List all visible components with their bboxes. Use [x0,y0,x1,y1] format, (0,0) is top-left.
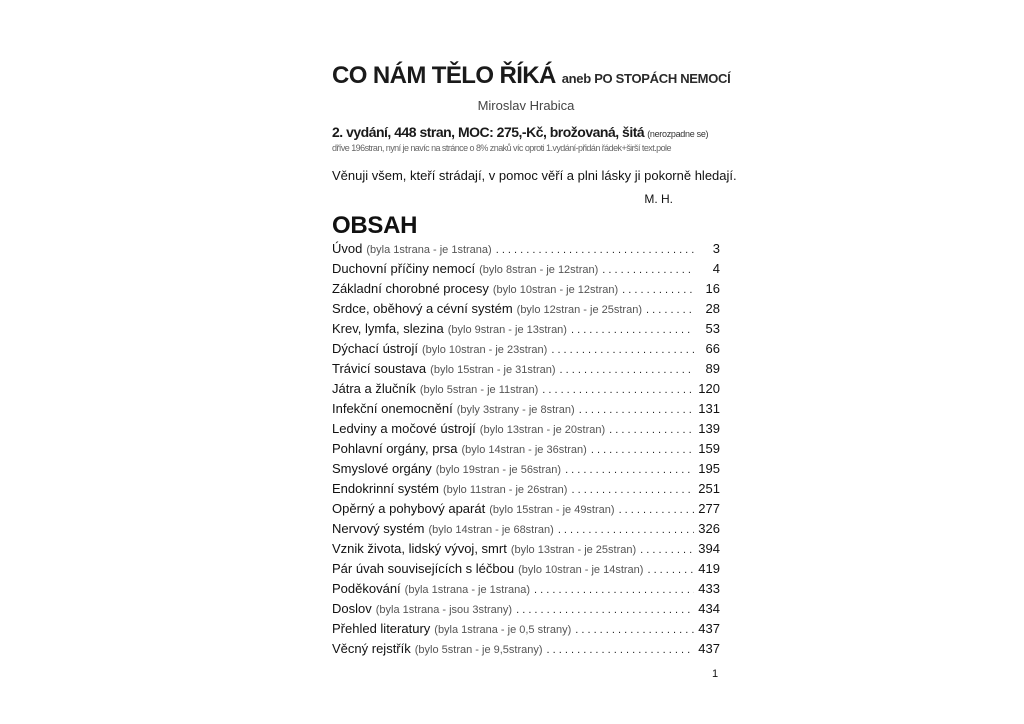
toc-entry-page: 433 [698,581,720,596]
toc-entry-page: 326 [698,521,720,536]
toc-entry-note: (bylo 10stran - je 14stran) [518,564,644,576]
toc-entry [332,641,720,661]
toc-leader-dots [496,244,694,256]
toc-entry-title: Věcný rejstřík [332,641,411,656]
toc-entry-title: Základní chorobné procesy [332,281,489,296]
toc-entry-note: (bylo 13stran - je 25stran) [510,544,637,556]
toc-entry-page: 394 [698,541,720,556]
toc-entry-page: 159 [698,441,720,456]
title-line [332,62,731,90]
toc-entry [332,301,720,321]
toc-entry-title: Poděkování [332,581,401,596]
toc-leader-dots [551,344,694,356]
toc-entry-note: (bylo 10stran - je 23stran) [421,344,548,356]
toc-entry-page: 3 [712,241,720,256]
toc-leader-dots [516,604,694,616]
toc-entry-title: Dýchací ústrojí [332,341,418,356]
toc-entry-note: (bylo 14stran - je 68stran) [428,524,554,536]
toc-entry-page: 28 [705,301,720,316]
toc-entry-note: (bylo 14stran - je 36stran) [461,444,587,456]
toc-entry-title: Infekční onemocnění [332,401,453,416]
toc-entry [332,381,720,401]
toc-entry-page: 16 [705,281,720,296]
toc-leader-dots [622,284,694,296]
toc-entry-title: Játra a žlučník [332,381,416,396]
toc-leader-dots [542,384,694,396]
toc-entry-note: (bylo 5stran - je 9,5strany) [414,644,543,656]
toc-entry-page: 53 [705,321,720,336]
page-number: 1 [712,668,719,680]
toc-entry [332,521,720,541]
toc-entry-page: 419 [698,561,720,576]
toc-leader-dots [646,304,694,316]
toc-entry [332,461,720,481]
edition-line [332,124,720,140]
toc-entry-note: (bylo 15stran - je 49stran) [489,504,615,516]
toc-entry [332,281,720,301]
toc-entry-title: Ledviny a močové ústrojí [332,421,476,436]
toc-entry [332,261,720,281]
toc-entry [332,241,720,261]
toc-entry-title: Vznik života, lidský vývoj, smrt [332,541,507,556]
toc-entry-note: (bylo 5stran - je 11stran) [419,384,539,396]
toc-leader-dots [547,644,694,656]
toc-leader-dots [558,524,694,536]
edition-info: 2. vydání, 448 stran, MOC: 275,-Kč, brožovaná, šitá [332,124,645,140]
toc-leader-dots [619,504,694,516]
toc-entry-note: (bylo 12stran - je 25stran) [516,304,642,316]
toc-entry-page: 434 [698,601,720,616]
toc-leader-dots [571,324,694,336]
dedication: Věnuji všem, kteří strádají, v pomoc věří a plni lásky ji pokorně hledají. [332,168,737,183]
toc-leader-dots [579,404,694,416]
book-title: CO NÁM TĚLO ŘÍKÁ [332,62,556,89]
toc-entry-page: 89 [705,361,720,376]
table-of-contents [332,241,720,661]
author-name: Miroslav Hrabica [477,98,575,113]
toc-entry-note: (bylo 11stran - je 26stran) [442,484,568,496]
toc-entry [332,541,720,561]
toc-entry-page: 120 [698,381,720,396]
toc-entry-title: Srdce, oběhový a cévní systém [332,301,513,316]
toc-entry [332,621,720,641]
toc-leader-dots [560,364,694,376]
toc-leader-dots [647,564,694,576]
toc-entry [332,421,720,441]
toc-entry-page: 66 [705,341,720,356]
toc-leader-dots [602,264,694,276]
document-page [332,62,737,661]
toc-entry [332,361,720,381]
toc-entry-page: 251 [698,481,720,496]
toc-entry-page: 4 [712,261,720,276]
toc-leader-dots [609,424,694,436]
toc-leader-dots [575,624,694,636]
toc-entry-note: (bylo 13stran - je 20stran) [479,424,606,436]
toc-entry-page: 437 [698,641,720,656]
toc-entry-title: Nervový systém [332,521,425,536]
toc-entry-note: (byly 3strany - je 8stran) [456,404,575,416]
toc-entry [332,481,720,501]
toc-entry-note: (bylo 9stran - je 13stran) [447,324,567,336]
toc-entry-note: (bylo 8stran - je 12stran) [479,264,599,276]
toc-entry [332,341,720,361]
previous-edition-note: dříve 196stran, nyní je navíc na stránce o 8% znaků víc oproti 1.vydání-přidán řádek+širší text.pole [332,143,671,153]
toc-entry-note: (bylo 19stran - je 56stran) [435,464,562,476]
toc-entry-title: Pohlavní orgány, prsa [332,441,458,456]
toc-entry [332,561,720,581]
toc-entry-title: Krev, lymfa, slezina [332,321,444,336]
toc-entry [332,441,720,461]
toc-leader-dots [534,584,694,596]
toc-entry [332,321,720,341]
edition-note: (nerozpadne se) [647,129,709,139]
signature: M. H. [644,192,673,206]
toc-entry-note: (byla 1strana - je 1strana) [366,244,492,256]
toc-entry-title: Duchovní příčiny nemocí [332,261,476,276]
book-subtitle: aneb PO STOPÁCH NEMOCÍ [561,71,731,86]
toc-entry-title: Přehled literatury [332,621,431,636]
toc-entry-page: 437 [698,621,720,636]
toc-entry-note: (bylo 10stran - je 12stran) [492,284,619,296]
toc-entry-title: Opěrný a pohybový aparát [332,501,486,516]
toc-leader-dots [571,484,694,496]
toc-entry-page: 131 [698,401,720,416]
toc-entry-note: (bylo 15stran - je 31stran) [430,364,556,376]
toc-leader-dots [591,444,694,456]
toc-entry [332,601,720,621]
toc-entry-title: Trávicí soustava [332,361,427,376]
toc-entry-page: 139 [698,421,720,436]
toc-entry [332,581,720,601]
contents-heading: OBSAH [332,212,418,239]
toc-entry-page: 195 [698,461,720,476]
toc-entry [332,401,720,421]
toc-entry-note: (byla 1strana - je 0,5 strany) [434,624,572,636]
toc-entry-title: Úvod [332,241,363,256]
toc-entry-note: (byla 1strana - jsou 3strany) [375,604,513,616]
toc-entry [332,501,720,521]
toc-entry-title: Endokrinní systém [332,481,439,496]
toc-leader-dots [565,464,694,476]
toc-leader-dots [640,544,694,556]
toc-entry-note: (byla 1strana - je 1strana) [404,584,531,596]
toc-entry-page: 277 [698,501,720,516]
toc-entry-title: Pár úvah souvisejících s léčbou [332,561,515,576]
toc-entry-title: Smyslové orgány [332,461,432,476]
toc-entry-title: Doslov [332,601,372,616]
